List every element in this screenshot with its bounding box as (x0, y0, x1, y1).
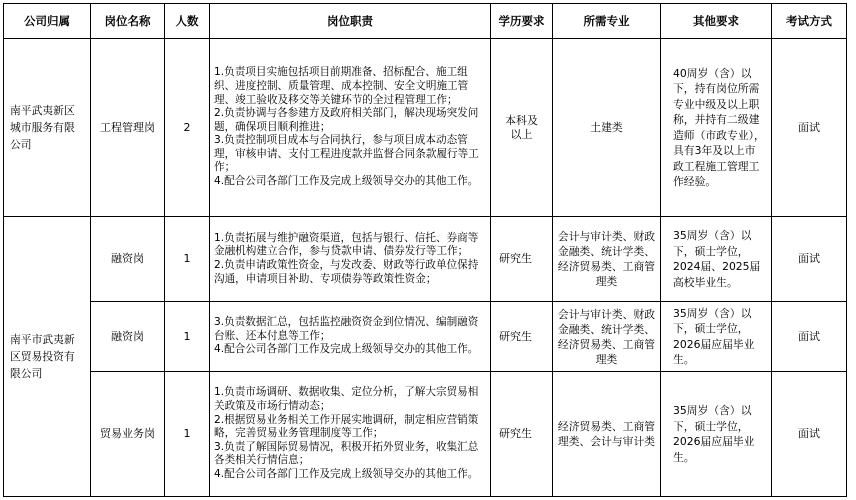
education-cell: 研究生 (491, 372, 553, 497)
duty-item: 4.配合公司各部门工作及完成上级领导交办的其他工作。 (214, 175, 479, 188)
major-cell: 经济贸易类、工商管理类、会计与审计类 (553, 372, 661, 497)
header-other: 其他要求 (661, 4, 772, 39)
duty-item: 4.配合公司各部门工作及完成上级领导交办的其他工作。 (214, 343, 479, 356)
education-cell: 本科及以上 (491, 39, 553, 217)
header-duties: 岗位职责 (210, 4, 491, 39)
duty-item: 3.负责数据汇总，包括监控融资资金到位情况、编制融资台账、还本付息等工作； (214, 316, 479, 342)
header-count: 人数 (165, 4, 210, 39)
major-cell: 会计与审计类、财政金融类、统计学类、经济贸易类、工商管理类 (553, 302, 661, 372)
duty-item: 3.负责控制项目成本与合同执行，参与项目成本动态管理，审核申请、支付工程进度款并监督合同条款履行等工作； (214, 134, 479, 174)
position-cell: 贸易业务岗 (91, 372, 165, 497)
exam-cell: 面试 (772, 39, 847, 217)
header-education: 学历要求 (491, 4, 553, 39)
exam-cell: 面试 (772, 217, 847, 302)
duty-item: 1.负责拓展与维护融资渠道，包括与银行、信托、券商等金融机构建立合作，参与贷款申请、债券发行等工作； (214, 231, 479, 258)
header-major: 所需专业 (553, 4, 661, 39)
duty-item: 4.配合公司各部门工作及完成上级领导交办的其他工作。 (214, 467, 479, 480)
other-requirements-cell: 40周岁（含）以下，持有岗位所需专业中级及以上职称，并持有二级建造师（市政专业），具有3年及以上市政工程施工管理工作经验。 (661, 39, 772, 217)
other-requirements-cell: 35周岁（含）以下，硕士学位，2026届应届毕业生。 (661, 372, 772, 497)
duty-item: 1.负责项目实施包括项目前期准备、招标配合、施工组织、进度控制、质量管理、成本控制、安全文明施工管理、竣工验收及移交等关键环节的全过程管理工作； (214, 66, 469, 106)
count-cell: 1 (165, 302, 210, 372)
header-row (4, 4, 847, 39)
count-cell: 1 (165, 372, 210, 497)
education-cell: 研究生 (491, 217, 553, 302)
position-cell: 工程管理岗 (91, 39, 165, 217)
duties-cell (210, 302, 491, 372)
duty-item: 2.负责协调与各参建方及政府相关部门，解决现场突发问题，确保项目顺利推进； (214, 107, 479, 133)
duty-item: 2.负责申请政策性资金，与发改委、财政等行政单位保持沟通，申请项目补助、专项债券等政策性资金； (214, 259, 479, 285)
duty-item: 2.根据贸易业务相关工作开展实地调研，制定相应营销策略，完善贸易业务管理制度等工作； (214, 413, 479, 440)
count-cell: 1 (165, 217, 210, 302)
major-cell: 土建类 (553, 39, 661, 217)
count-cell: 2 (165, 39, 210, 217)
table-row (4, 302, 847, 372)
other-requirements-cell: 35周岁（含）以下，硕士学位，2024届、2025届高校毕业生。 (661, 217, 772, 302)
table-row (4, 39, 847, 217)
exam-cell: 面试 (772, 302, 847, 372)
duties-cell (210, 217, 491, 302)
duty-item: 1.负责市场调研、数据收集、定位分析，了解大宗贸易相关政策及市场行情动态； (214, 386, 479, 413)
duties-cell (210, 372, 491, 497)
recruitment-table (3, 3, 847, 497)
position-cell: 融资岗 (91, 302, 165, 372)
education-cell: 研究生 (491, 302, 553, 372)
company-cell: 南平武夷新区城市服务有限公司 (4, 39, 91, 217)
table-row (4, 217, 847, 302)
header-exam: 考试方式 (772, 4, 847, 39)
header-company: 公司归属 (4, 4, 91, 39)
company-cell: 南平市武夷新区贸易投资有限公司 (4, 217, 91, 497)
major-cell: 会计与审计类、财政金融类、统计学类、经济贸易类、工商管理类 (553, 217, 661, 302)
duty-item: 3.负责了解国际贸易情况，积极开拓外贸业务，收集汇总各类相关行情信息； (214, 440, 479, 467)
duties-cell (210, 39, 491, 217)
position-cell: 融资岗 (91, 217, 165, 302)
exam-cell: 面试 (772, 372, 847, 497)
table-row (4, 372, 847, 497)
other-requirements-cell: 35周岁（含）以下，硕士学位，2026届应届毕业生。 (661, 302, 772, 372)
header-position: 岗位名称 (91, 4, 165, 39)
